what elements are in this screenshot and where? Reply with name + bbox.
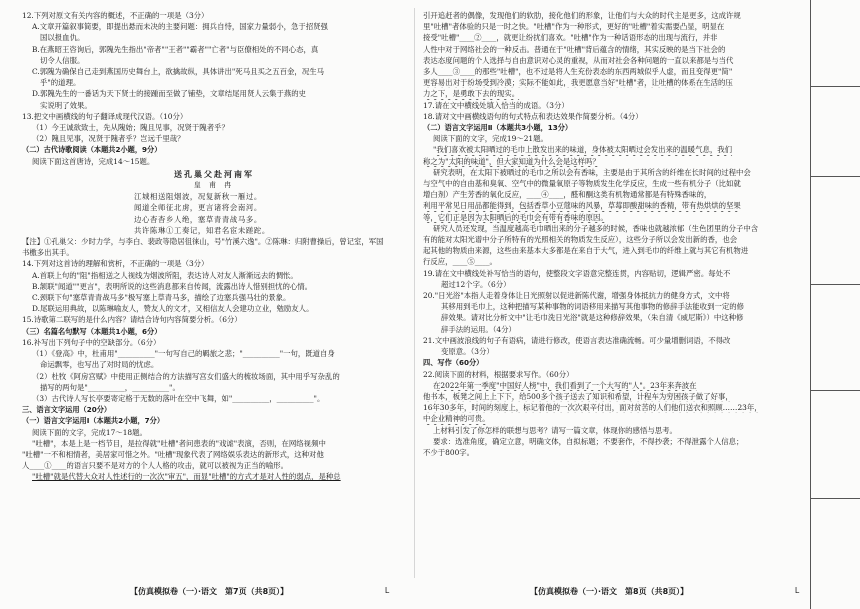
text-line: （1）今王诚欲致士，先从隗始；隗且见事，况贤于隗者乎？ bbox=[32, 123, 229, 133]
binding-tick bbox=[810, 390, 860, 391]
text-line: （2）隗且见事，况贤于隗者乎？岂远千里哉？ bbox=[32, 134, 185, 144]
page-edge-line bbox=[810, 0, 811, 609]
text-line: （一）语言文字运用Ⅰ（本题共2小题，7分） bbox=[22, 416, 165, 426]
text-line: 12.下列对原文有关内容的概述，不正确的一项是（3分） bbox=[22, 11, 209, 20]
text-line: 乎"的道理。 bbox=[40, 78, 81, 88]
binding-tick bbox=[810, 284, 860, 285]
text-line: 研究人员还发现，当温度越高毛巾晒出来的分子越多的时候，香味也就越浓郁（生色团里的分子中含 bbox=[433, 223, 759, 233]
text-line: 其移用到毛巾上，这种把描写某种事物的词语移用来描写其他事物的修辞手法能收到一定的修 bbox=[441, 302, 745, 312]
text-line: "吐槽"，本是上是一档节目，是拉得就"吐槽"者问患表的"戏谑"表演，否则，在网络视频中 bbox=[32, 438, 326, 448]
text-line: 切令人信服。 bbox=[40, 55, 85, 65]
text-line: （1）《登高》中，杜甫用"__________"一句写自己的羁旅之悲；"__________"一句，既道自身 bbox=[32, 349, 335, 359]
page-8-column bbox=[423, 10, 798, 458]
text-line: 江城相送阻烟波，况复新秋一雁过。 bbox=[134, 192, 262, 202]
text-line: （2）杜牧《阿房宫赋》中使用正侧结合的方法描写宫女们盛大的梳妆场面，其中用乎写杂乱的 bbox=[32, 371, 340, 381]
binding-tick bbox=[810, 86, 860, 87]
text-line: D.尾联运用典故，以陈琳喻友人，赞友人的文才，又相信友人会建功立业，勉励友人。 bbox=[32, 304, 314, 314]
text-line: 等，它们正是因为太阳晒后的毛巾会有带有香味的原因。 bbox=[423, 212, 608, 222]
footer-page-7: 【仿真模拟卷（一）·语文 第7页（共8页）】 bbox=[130, 587, 289, 596]
text-line: 里"吐槽"者体验的只是一时之快。"吐槽"作为一种形式，更好的"吐槽"着实需要凸显，明显在 bbox=[423, 22, 725, 32]
text-line: 多人____③____的那些"吐槽"，也不过是将人生充份表态的东西两城似乎人虚，而且变得更"简" bbox=[423, 67, 733, 77]
page-7-column bbox=[22, 10, 406, 483]
text-line: 行反应，____⑤____。 bbox=[423, 257, 497, 267]
text-line: （二）古代诗歌阅读（本题共2小题，9分） bbox=[22, 145, 162, 155]
text-line: 在2022年第一季度"中国好人榜"中，我们看到了一个大写的"人"。23年来奔波在 bbox=[433, 380, 697, 390]
text-line: 13.把文中画横线的句子翻译成现代汉语。（10分） bbox=[22, 111, 188, 121]
text-line: 超过12个字。（6分） bbox=[441, 279, 511, 289]
text-line: A.首联上句的"阻"指相送之人视线为烟波所阻，表达诗人对友人渐渐远去的惆怅。 bbox=[32, 270, 298, 280]
text-line: （三）名篇名句默写（本题共1小题，6分） bbox=[22, 326, 162, 336]
text-line: 20."日光浴"本指人走着身体让日光照射以促进新陈代谢，增强身体抵抗力的健身方式，文中将 bbox=[423, 291, 730, 301]
text-line: "我们喜欢被太阳晒过的毛巾上散发出来的味道，身体被太阳晒过会发出来的温暖气息，我们 bbox=[433, 145, 733, 155]
text-line: 22.阅读下面的材料，根据要求写作。（60分） bbox=[423, 369, 574, 379]
text-line: 他书本，板凳之间上上下下，给500多个孩子送去了知识和希望，计程车为穷困孩子做了好事， bbox=[423, 391, 733, 401]
text-line: 人性中对于网络社会的一种反击。普通在于"吐槽"背后蕴含的情绪，其实反映的是当下社会的 bbox=[423, 44, 726, 54]
text-line: 阅读下面的文字，完成17～18题。 bbox=[32, 427, 147, 437]
text-line: 21.文中画波浪线的句子有语病，请进行修改，使语言表达准确流畅。可少量增删词语，不得改 bbox=[423, 335, 731, 345]
text-line: 上材料引发了你怎样的联想与思考？请写一篇文章，体现你的感悟与思考。 bbox=[433, 425, 677, 435]
text-line: 三、语言文字运用（20分） bbox=[22, 405, 112, 415]
text-line: A.文章开篇叙事简要，即提出悬而未决的主要问题：拥兵自恃，国家力量弱小，急于招贤强 bbox=[32, 22, 328, 32]
text-line: "吐槽"一不和相情者，美居家可惜之外。"吐槽"现象代表了网络娱乐表达的新形式，这种对他 bbox=[22, 449, 324, 459]
text-line: 力之下，是勇敢下去的现实。 bbox=[423, 89, 520, 99]
text-line: 送孔巢父赴河南军 bbox=[174, 168, 254, 179]
text-line: 表达态度问题的个人选择与自由意识对心灵的重视，从而对社会各种问题的一直以来都是与当代 bbox=[423, 55, 734, 65]
text-line: 要求：选准角度，确定立意，明确文体，自拟标题；不要套作，不得抄袭；不得泄露个人信息； bbox=[433, 436, 744, 446]
text-line: 皇 甫 冉 bbox=[193, 181, 235, 190]
text-line: 边心杳杳乡人绝，塞草青青战马多。 bbox=[134, 214, 262, 224]
text-line: 19.请在文中横线处补写恰当的语句，使整段文字语意完整连贯，内容贴切，逻辑严密。每处不 bbox=[423, 268, 731, 278]
text-line: 15.诗歌第二联写的是什么内容？请结合诗句内容简要分析。（6分） bbox=[22, 315, 242, 325]
text-line: （二）语言文字运用Ⅱ（本题共3小题，13分） bbox=[423, 123, 573, 133]
page-gutter bbox=[414, 8, 415, 578]
text-line: 研究表明，在太阳下被晒过的毛巾之所以会有香味，主要是由于其所含的纤维在长时间的过程中会 bbox=[433, 167, 751, 177]
text-line: 实说明了效果。 bbox=[40, 100, 92, 110]
text-line: 变原意。（3分） bbox=[441, 347, 494, 357]
binding-tick bbox=[810, 498, 860, 499]
text-line: 增白剂）产生芳香的氧化反应，____④____，醛和酮这类有机物通常都是有特殊香味的， bbox=[423, 190, 712, 200]
text-line: B.在燕昭王咨询后，郭隗先生指出"帝者""王者""霸者""亡者"与臣僚相处的不同心态，真 bbox=[32, 44, 319, 54]
binding-tick bbox=[810, 176, 860, 177]
text-line: 有的能对太阳光谱中分子所特有的光照相关的物质发生反应），这些分子所以会发出新的香，也会 bbox=[423, 235, 738, 245]
text-line: C.郭隗为确保自己走到燕国历史舞台上，欲擒故纵，具体讲出"死马且买之五百金，况生马 bbox=[32, 67, 324, 77]
footer-mark-right: L bbox=[795, 586, 800, 595]
text-line: 描写的两句是"__________，__________"。 bbox=[40, 382, 180, 392]
text-line: 18.请对文中画横线语句的句式特点和表达效果作简要分析。（4分） bbox=[423, 111, 643, 121]
text-line: 共许陈琳①工奏记，知君名宦未蹉跎。 bbox=[134, 225, 270, 235]
text-line: 利用平常见日用品都能得到，包括香草小豆蔻味的风暴，草莓即酸甜味的香精，带有热烘烘的坚果 bbox=[423, 201, 741, 211]
text-line: 16.补写出下列句子中的空缺部分。（6分） bbox=[22, 337, 161, 347]
text-line: 人____①____的语言只要不是对方的个人人格的攻击，就可以被视为正当的喻形。 bbox=[22, 461, 289, 471]
footer-page-8: 【仿真模拟卷（一）·语文 第8页（共8页）】 bbox=[530, 587, 689, 596]
text-line: 16年30多年，时间的刻度上，标记着他的一次次艰辛付出，面对贫苦的人们他们送衣和照顾……23年， bbox=[423, 403, 762, 413]
text-line: （3）古代诗人写长亭要寄定格于无数的落叶在空中飞舞，如"__________，__________"。 bbox=[32, 393, 325, 403]
text-line: 闻道全师征北虏，更言诸将会南河。 bbox=[134, 203, 262, 213]
text-line: 阅读下面的文字，完成19～21题。 bbox=[433, 134, 548, 144]
text-line: 书檄多出其手。 bbox=[22, 248, 74, 258]
text-line: 四、写作（60分） bbox=[423, 358, 484, 368]
text-line: D.郭隗先生的一番话为天下贤士的接踵而至做了铺垫，文章结尾用贤人云集于燕的史 bbox=[32, 89, 307, 99]
text-line: 引开追赶者的偶像，发现他们的软肋，接化他们的形象，让他们与大众的时代主是更多，这成许规 bbox=[423, 11, 741, 20]
text-line: C.颈联下句"塞草青青战马多"极写塞上草青马多，描绘了边塞兵强马壮的景象。 bbox=[32, 293, 291, 303]
text-line: 14.下列对这首诗的理解和赏析，不正确的一项是（3分） bbox=[22, 259, 209, 269]
text-line: 与空气中的自由基和臭氧、空气中的微量氧原子等物质发生化学反应，生成一些有机分子（比如就 bbox=[423, 179, 741, 189]
text-line: 17.请在文中横线处填入恰当的成语。（3分） bbox=[423, 100, 569, 110]
text-line: 不少于800字。 bbox=[423, 447, 475, 457]
text-line: 命运飘零，也写出了对时局的忧虑。 bbox=[40, 360, 159, 370]
text-line: 起其他的物质由来源，这些由来基本大多都是在来自于大气，进入到毛巾的纤维上就与其它有机物进 bbox=[423, 246, 749, 256]
text-line: 辞效果。请对比分析文中"让毛巾洗日光浴"就是这种修辞效果，（朱自清《威尼斯》）中这种修 bbox=[441, 313, 744, 323]
text-line: 更容易出对于纷场受到冷漠；实际不能如此，我更愿意当好"吐槽"者，让吐槽的体系在生活的压 bbox=[423, 78, 733, 88]
text-line: 阅读下面这首唐诗，完成14～15题。 bbox=[32, 156, 155, 166]
text-line: 辞手法的运用。（4分） bbox=[441, 324, 516, 334]
text-line: 中企业精神的可贵。 bbox=[423, 414, 490, 424]
text-line: 【注】①孔巢父：少时力学，与李白、裴政等隐居徂徕山，号"竹溪六逸"。②陈琳：归附曹操后，曾记室，军国 bbox=[22, 237, 384, 247]
footer-mark-left: L bbox=[385, 586, 390, 595]
text-line: 称之为"太阳的味道"，但大家知道为什么会是这样吗？ bbox=[423, 156, 600, 166]
text-line: 国以报血仇。 bbox=[40, 33, 85, 43]
text-line: "吐槽"就是代替大众对人性述行的一次次"审五"，而显"吐槽"的方式才是对人性的弱点，是种总 bbox=[32, 472, 341, 482]
text-line: B.颔联"闻道""更言"，表明所说的这些消息都来自传闻，流露出诗人惜别担忧的心情。 bbox=[32, 281, 313, 291]
text-line: 接受"吐槽"____②____，就更让纷扰们喜欢。"吐槽"作为一种话语形态的出现与流行，并非 bbox=[423, 33, 718, 43]
